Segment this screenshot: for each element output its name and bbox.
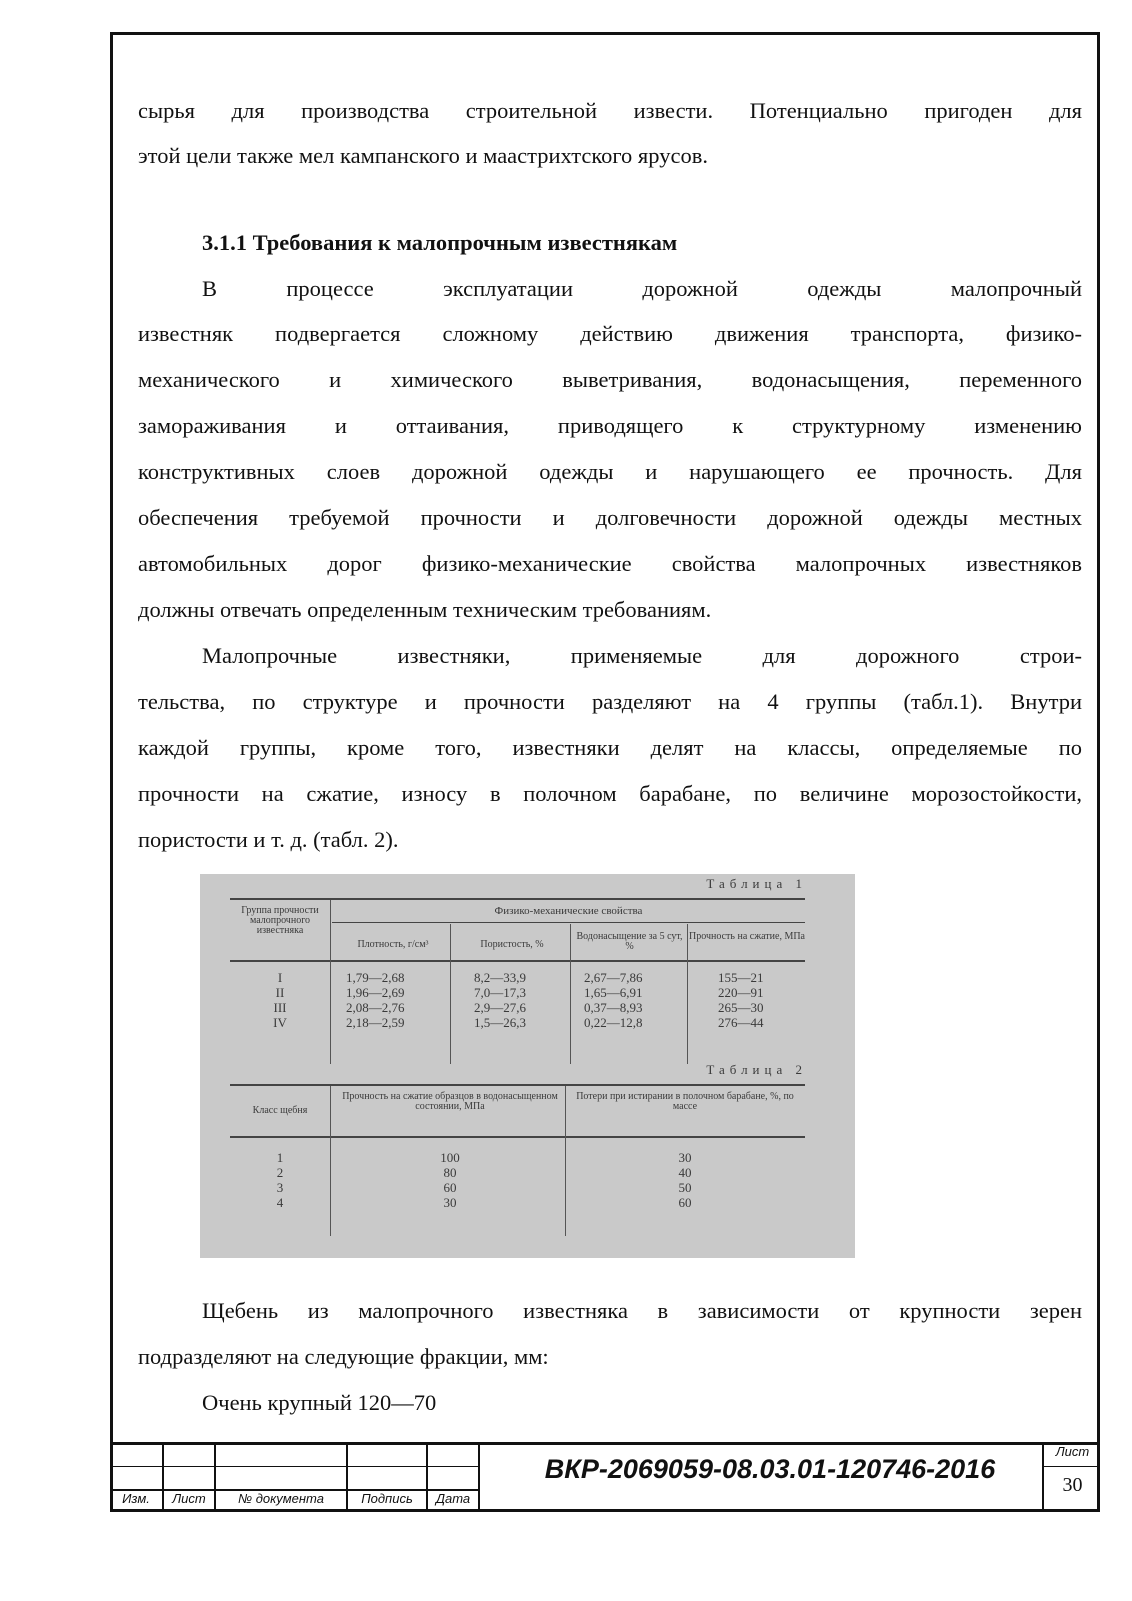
paragraph-1-line-2: этой цели также мел кампанского и маастрихтского ярусов. <box>138 143 708 168</box>
table-1-caption: Таблица 1 <box>706 876 807 891</box>
table-1-vline <box>330 900 331 1064</box>
table-2-col-class: Класс щебня <box>252 1105 308 1116</box>
table-2-vline <box>330 1086 331 1236</box>
table-1-top-rule <box>230 898 805 900</box>
table-1-props-rule <box>332 922 805 923</box>
paragraph-2-line-6: обеспечения требуемой прочности и долговечности дорожной одежды местных <box>138 505 1082 530</box>
paragraph-4-line-2: подразделяют на следующие фракции, мм: <box>138 1344 549 1369</box>
section-heading: 3.1.1 Требования к малопрочным известнякам <box>202 230 678 255</box>
scanned-tables-image <box>200 874 855 1258</box>
paragraph-3-line-1: Малопрочные известняки, применяемые для дорожного строи- <box>202 643 1082 668</box>
title-block <box>110 1442 1100 1512</box>
title-block-top-line <box>110 1442 1100 1445</box>
title-block-row-line <box>110 1466 480 1467</box>
sheet-number: 30 <box>1062 1474 1083 1496</box>
table-1-vline <box>687 924 688 1064</box>
paragraph-3-line-4: прочности на сжатие, износу в полочном барабане, по величине морозостойкости, <box>138 781 1082 806</box>
paragraph-4-line-1: Щебень из малопрочного известняка в зависимости от крупности зерен <box>202 1298 1082 1323</box>
table-1-header-rule <box>230 960 805 962</box>
label-date: Дата <box>435 1491 471 1506</box>
label-signature: Подпись <box>361 1491 413 1506</box>
table-2-vline <box>565 1086 566 1236</box>
table-1-vline <box>570 924 571 1064</box>
table-1-col-water: Водонасыщение за 5 сут, % <box>576 931 683 952</box>
table-1-props-header: Физико-механические свойства <box>494 905 643 917</box>
paragraph-2-line-4: замораживания и оттаивания, приводящего к структурному изменению <box>138 413 1082 438</box>
table-2-strength: 100 80 60 30 <box>440 1150 460 1210</box>
table-1-groups: I II III IV <box>273 970 287 1030</box>
table-2-loss: 30 40 50 60 <box>678 1150 692 1210</box>
paragraph-3-line-2: тельства, по структуре и прочности разделяют на 4 группы (табл.1). Внутри <box>138 689 1082 714</box>
paragraph-2-line-2: известняк подвергается сложному действию движения транспорта, физико- <box>138 321 1082 346</box>
table-2-top-rule <box>230 1084 805 1086</box>
table-1-col-density: Плотность, г/см³ <box>357 939 429 950</box>
table-2-caption: Таблица 2 <box>706 1062 807 1077</box>
paragraph-3-line-5: пористости и т. д. (табл. 2). <box>138 827 399 852</box>
table-1-vline <box>450 924 451 1064</box>
title-block-col-line <box>478 1442 480 1512</box>
paragraph-1-line-1: сырья для производства строительной извести. Потенциально пригоден для <box>138 98 1082 123</box>
paragraph-2-line-8: должны отвечать определенным техническим требованиям. <box>138 597 712 622</box>
table-1-water: 2,67—7,86 1,65—6,91 0,37—8,93 0,22—12,8 <box>584 970 643 1030</box>
table-1-strength: 155—21 220—91 265—30 276—44 <box>718 970 764 1030</box>
paragraph-2-line-5: конструктивных слоев дорожной одежды и нарушающего ее прочность. Для <box>138 459 1082 484</box>
document-code: ВКР-2069059-08.03.01-120746-2016 <box>544 1454 996 1484</box>
paragraph-3-line-3: каждой группы, кроме того, известняки делят на классы, определяемые по <box>138 735 1082 760</box>
table-2-classes: 1 2 3 4 <box>276 1150 284 1210</box>
sheet-label: Лист <box>1055 1444 1090 1459</box>
label-list: Лист <box>172 1491 206 1506</box>
paragraph-2-line-3: механического и химического выветривания, водонасыщения, переменного <box>138 367 1082 392</box>
paragraph-2-line-1: В процессе эксплуатации дорожной одежды малопрочный <box>202 276 1082 301</box>
title-block-sheet-line <box>1042 1466 1100 1467</box>
paragraph-2-line-7: автомобильных дорог физико-механические свойства малопрочных известняков <box>138 551 1082 576</box>
table-1-col-porosity: Пористость, % <box>480 939 544 950</box>
table-1-col-strength: Прочность на сжатие, МПа <box>689 931 805 942</box>
label-doc-no: № документа <box>238 1491 324 1506</box>
paragraph-5-line-1: Очень крупный 120—70 <box>202 1390 437 1415</box>
table-1-density: 1,79—2,68 1,96—2,69 2,08—2,76 2,18—2,59 <box>346 970 405 1030</box>
label-izm: Изм. <box>122 1491 150 1506</box>
table-2-col-loss: Потери при истирании в полочном барабане, %, по массе <box>576 1091 794 1112</box>
table-2-col-strength: Прочность на сжатие образцов в водонасыщенном состоянии, МПа <box>342 1091 558 1112</box>
table-1-group-header: Группа прочности малопрочного известняка <box>241 905 319 936</box>
table-1-porosity: 8,2—33,9 7,0—17,3 2,9—27,6 1,5—26,3 <box>474 970 526 1030</box>
title-block-col-line <box>1042 1442 1044 1512</box>
table-2-header-rule <box>230 1136 805 1138</box>
